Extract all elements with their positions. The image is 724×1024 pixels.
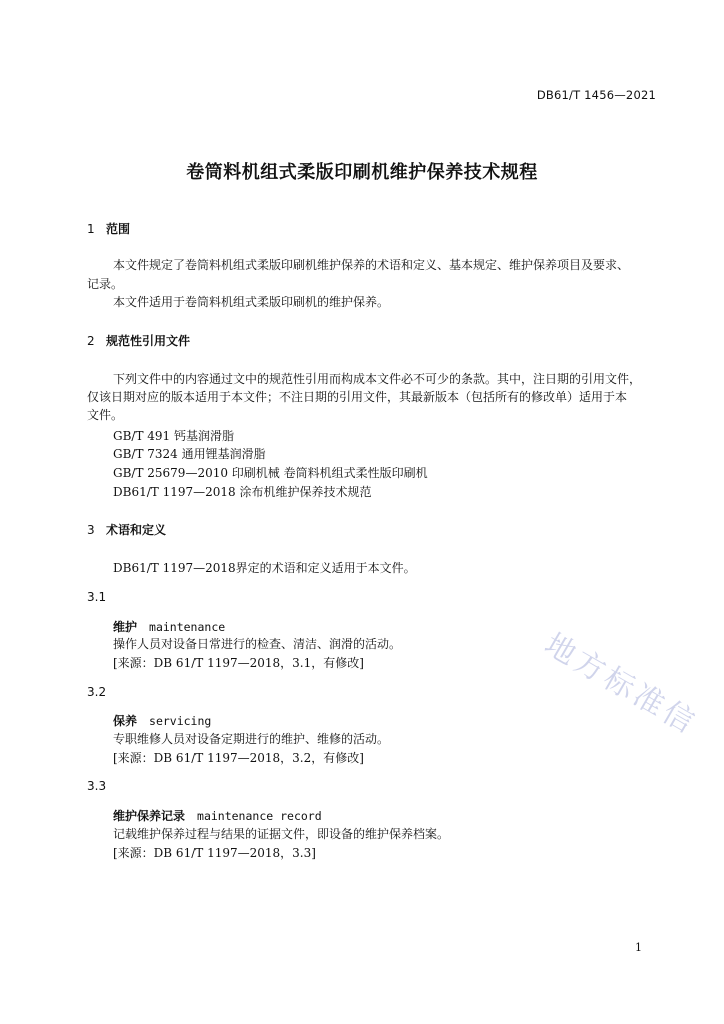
term-definition: 记载维护保养过程与结果的证据文件，即设备的维护保养档案。 — [113, 827, 450, 841]
paragraph-line: 记录。 — [87, 277, 124, 291]
section-number: 3 — [87, 523, 95, 537]
term-number: 3.2 — [87, 685, 107, 699]
term-definition: 专职维修人员对设备定期进行的维护、维修的活动。 — [113, 732, 390, 746]
paragraph-line: 下列文件中的内容通过文中的规范性引用而构成本文件必不可少的条款。其中，注日期的引用文件， — [113, 372, 642, 386]
reference-item: DB61/T 1197—2018 涂布机维护保养技术规范 — [113, 485, 372, 499]
page-number: 1 — [635, 941, 642, 954]
section-number: 2 — [87, 334, 95, 348]
section-title: 规范性引用文件 — [106, 334, 191, 348]
reference-item: GB/T 7324 通用锂基润滑脂 — [113, 447, 266, 461]
term-chinese: 维护 — [113, 620, 138, 634]
term-source: [来源：DB 61/T 1197—2018，3.3] — [113, 846, 316, 860]
paragraph-line: 仅该日期对应的版本适用于本文件；不注日期的引用文件，其最新版本（包括所有的修改单）适用于本 — [87, 390, 628, 404]
term-english: maintenance — [149, 620, 226, 634]
paragraph-line: 本文件适用于卷筒料机组式柔版印刷机的维护保养。 — [113, 295, 390, 309]
term-number: 3.1 — [87, 590, 107, 604]
term-entry — [113, 807, 322, 824]
term-definition: 操作人员对设备日常进行的检查、清洁、润滑的活动。 — [113, 637, 402, 651]
section-heading-terms-definitions — [87, 521, 166, 538]
reference-item: GB/T 25679—2010 印刷机械 卷筒料机组式柔性版印刷机 — [113, 466, 428, 480]
term-entry — [113, 712, 211, 729]
paragraph-line: 本文件规定了卷筒料机组式柔版印刷机维护保养的术语和定义、基本规定、维护保养项目及要求、 — [113, 258, 630, 272]
term-entry — [113, 618, 225, 635]
paragraph-line: 文件。 — [87, 408, 124, 422]
section-number: 1 — [87, 222, 95, 236]
term-english: maintenance record — [197, 809, 322, 823]
watermark: 地方标准信 — [538, 626, 704, 743]
standard-code: DB61/T 1456—2021 — [536, 88, 656, 102]
reference-item: GB/T 491 钙基润滑脂 — [113, 429, 234, 443]
section-heading-normative-references — [87, 332, 190, 349]
term-source: [来源：DB 61/T 1197—2018，3.1，有修改] — [113, 656, 364, 670]
section-title: 术语和定义 — [106, 523, 167, 537]
section-title: 范围 — [106, 222, 131, 236]
term-number: 3.3 — [87, 779, 107, 793]
term-english: servicing — [149, 714, 212, 728]
section-heading-scope — [87, 220, 130, 237]
document-title: 卷筒料机组式柔版印刷机维护保养技术规程 — [186, 162, 538, 183]
term-source: [来源：DB 61/T 1197—2018，3.2，有修改] — [113, 751, 364, 765]
term-chinese: 保养 — [113, 714, 138, 728]
paragraph-line: DB61/T 1197—2018界定的术语和定义适用于本文件。 — [113, 561, 416, 575]
term-chinese: 维护保养记录 — [113, 809, 186, 823]
